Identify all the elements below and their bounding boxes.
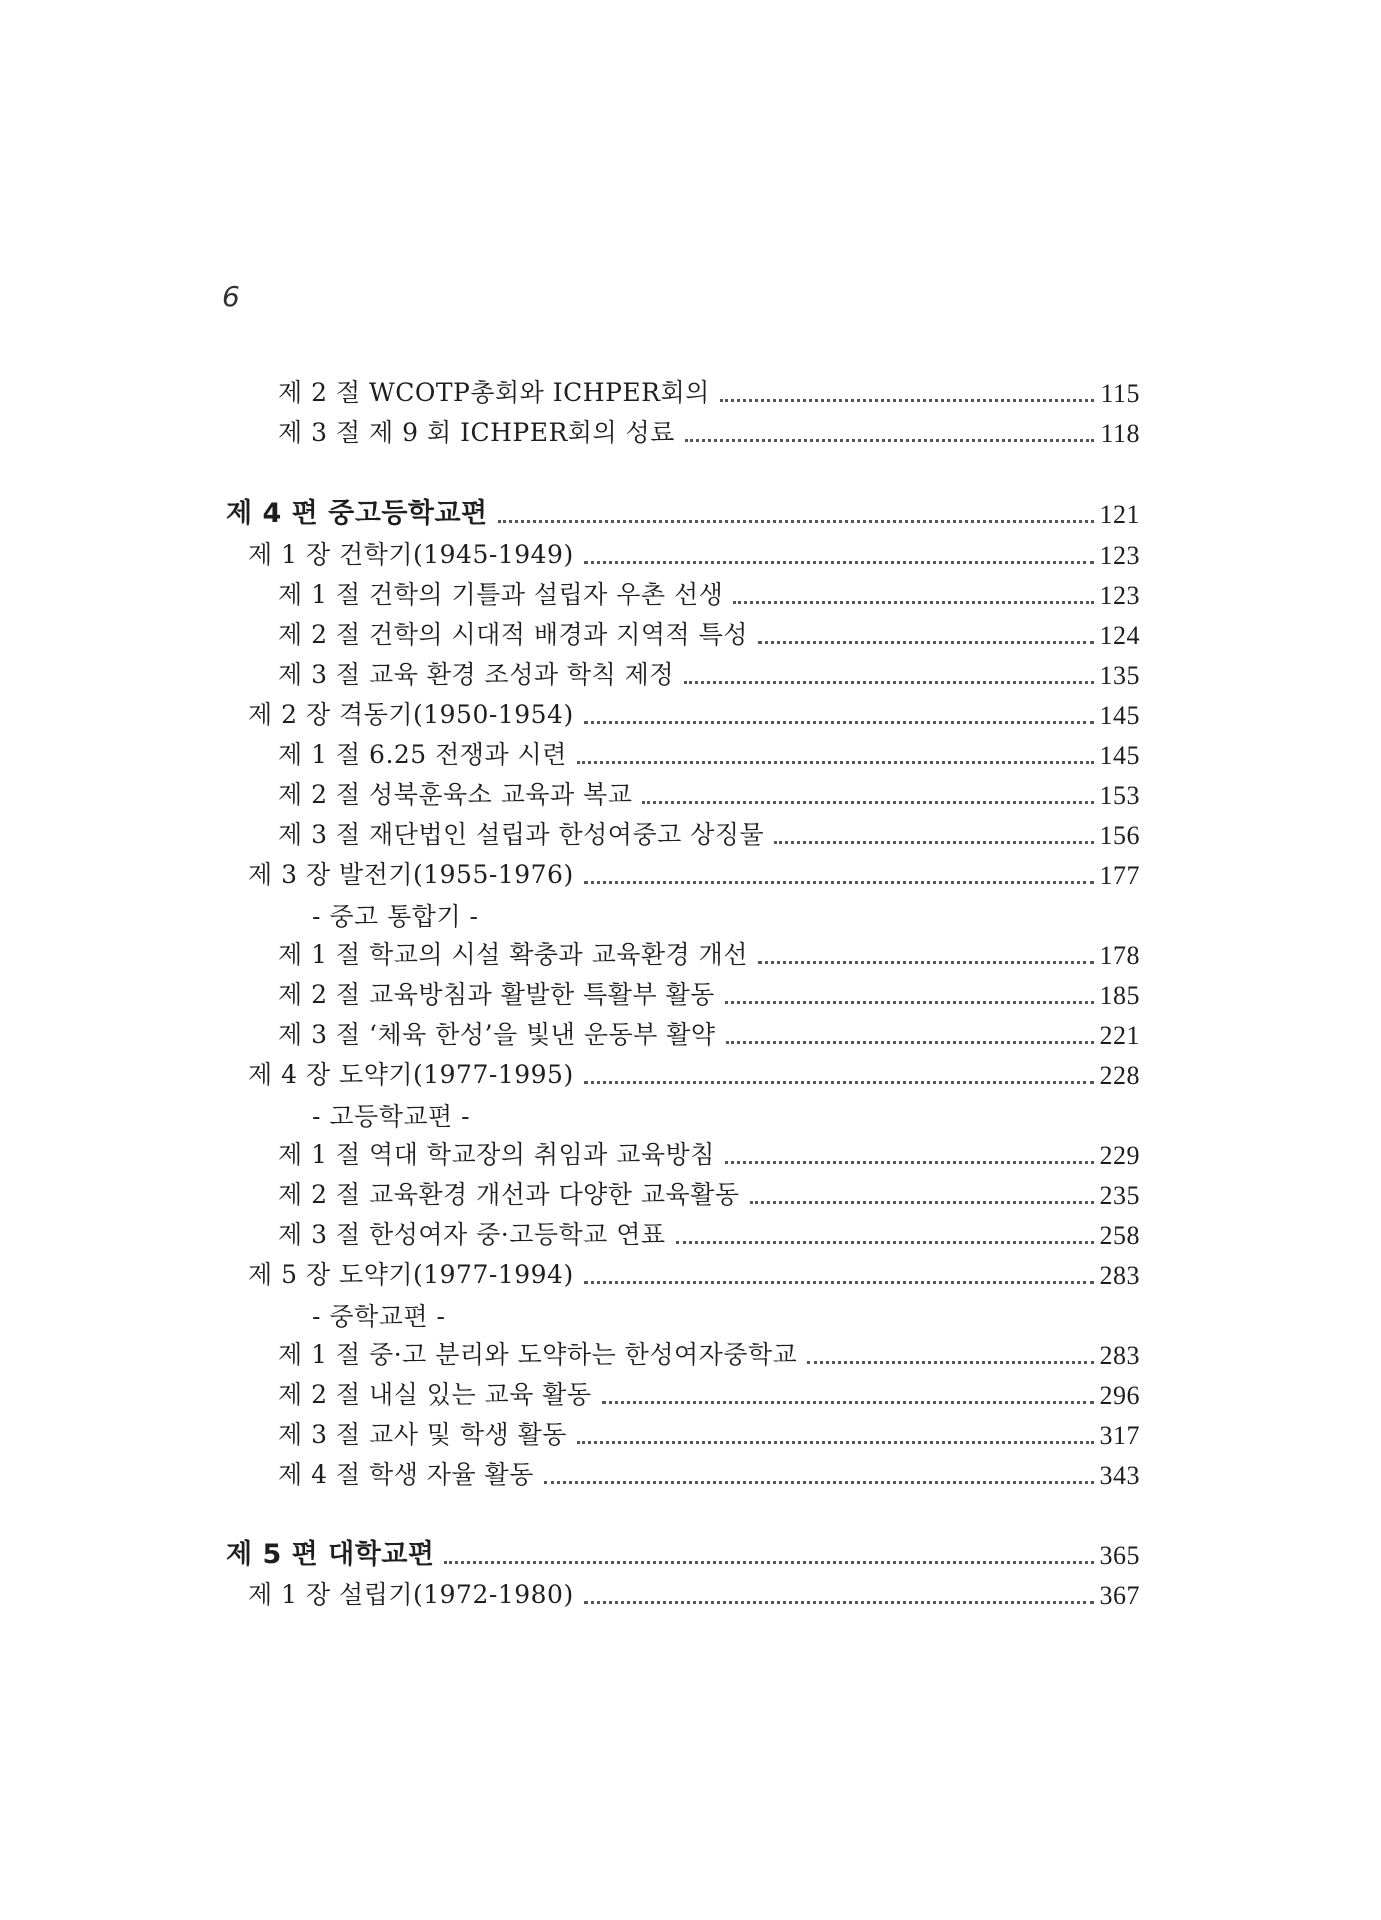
dot-leader: [577, 1441, 1094, 1444]
dot-leader: [725, 1161, 1094, 1164]
toc-entry-chapter[interactable]: [248, 695, 1140, 731]
toc-entry-section[interactable]: [278, 815, 1140, 851]
dot-leader: [584, 1601, 1094, 1604]
toc-entry-label: 제 4 장 도약기(1977-1995): [248, 1060, 574, 1089]
toc-entry-label: 제 3 절 한성여자 중·고등학교 연표: [278, 1220, 666, 1249]
dot-leader: [758, 961, 1094, 964]
dot-leader: [684, 681, 1094, 684]
toc-entry-page: 177: [1099, 861, 1140, 890]
toc-entry-part[interactable]: [226, 1535, 1140, 1571]
toc-entry-label: 제 1 장 건학기(1945-1949): [248, 540, 574, 569]
toc-entry-part[interactable]: [226, 494, 1140, 530]
dot-leader: [642, 801, 1093, 804]
dot-leader: [676, 1241, 1094, 1244]
toc-entry-page: 365: [1099, 1541, 1140, 1570]
toc-entry-page: 185: [1099, 981, 1140, 1010]
toc-entry-page: 145: [1099, 701, 1140, 730]
toc-entry-chapter[interactable]: [248, 1575, 1140, 1611]
toc-entry-page: 343: [1099, 1461, 1140, 1490]
toc-entry-section[interactable]: [278, 373, 1140, 409]
toc-entry-section[interactable]: [278, 1175, 1140, 1211]
toc-entry-page: 123: [1099, 581, 1140, 610]
toc-subtitle: - 고등학교편 -: [312, 1102, 471, 1131]
toc-entry-page: 221: [1099, 1021, 1140, 1050]
dot-leader: [725, 1001, 1094, 1004]
toc-entry-label: 제 2 절 내실 있는 교육 활동: [278, 1380, 592, 1409]
toc-entry-chapter[interactable]: [248, 1055, 1140, 1091]
toc-entry-label: 제 1 장 설립기(1972-1980): [248, 1580, 574, 1609]
toc-entry-label: 제 2 절 건학의 시대적 배경과 지역적 특성: [278, 620, 748, 649]
toc-entry-label: 제 2 절 WCOTP총회와 ICHPER회의: [278, 378, 710, 407]
toc-entry-page: 145: [1099, 741, 1140, 770]
dot-leader: [498, 520, 1094, 523]
toc-entry-label: 제 3 절 제 9 회 ICHPER회의 성료: [278, 418, 675, 447]
toc-subtitle: - 중학교편 -: [312, 1302, 446, 1331]
dot-leader: [774, 841, 1093, 844]
toc-entry-label: 제 4 편 중고등학교편: [226, 498, 488, 529]
dot-leader: [602, 1401, 1094, 1404]
toc-entry-page: 156: [1099, 821, 1140, 850]
toc-entry-section[interactable]: [278, 575, 1140, 611]
dot-leader: [726, 1041, 1094, 1044]
toc-entry-label: 제 5 장 도약기(1977-1994): [248, 1260, 574, 1289]
toc-entry-chapter[interactable]: [248, 1255, 1140, 1291]
dot-leader: [758, 641, 1094, 644]
toc-entry-page: 258: [1099, 1221, 1140, 1250]
dot-leader: [584, 1281, 1094, 1284]
toc-entry-page: 178: [1099, 941, 1140, 970]
dot-leader: [544, 1481, 1094, 1484]
dot-leader: [720, 399, 1095, 402]
dot-leader: [685, 439, 1095, 442]
toc-entry-label: 제 3 절 ‘체육 한성’을 빛낸 운동부 활약: [278, 1020, 716, 1049]
dot-leader: [444, 1561, 1093, 1564]
toc-entry-page: 153: [1099, 781, 1140, 810]
toc-subtitle: - 중고 통합기 -: [312, 902, 479, 931]
toc-entry-label: 제 3 절 교사 및 학생 활동: [278, 1420, 567, 1449]
toc-entry-label: 제 2 절 교육환경 개선과 다양한 교육활동: [278, 1180, 740, 1209]
toc-entry-section[interactable]: [278, 735, 1140, 771]
dot-leader: [807, 1361, 1093, 1364]
toc-entry-section[interactable]: [278, 413, 1140, 449]
dot-leader: [750, 1201, 1094, 1204]
toc-entry-page: 283: [1099, 1261, 1140, 1290]
toc-entry-section[interactable]: [278, 1015, 1140, 1051]
toc-entry-label: 제 3 절 재단법인 설립과 한성여중고 상징물: [278, 820, 765, 849]
toc-entry-page: 135: [1099, 661, 1140, 690]
toc-entry-section[interactable]: [278, 1455, 1140, 1491]
toc-entry-page: 235: [1099, 1181, 1140, 1210]
toc-entry-page: 123: [1099, 541, 1140, 570]
toc-entry-chapter[interactable]: [248, 535, 1140, 571]
toc-entry-section[interactable]: [278, 1215, 1140, 1251]
toc-entry-label: 제 1 절 건학의 기틀과 설립자 우촌 선생: [278, 580, 724, 609]
toc-entry-label: 제 1 절 6.25 전쟁과 시련: [278, 740, 567, 769]
toc-entry-section[interactable]: [278, 935, 1140, 971]
toc-entry-label: 제 3 장 발전기(1955-1976): [248, 860, 574, 889]
toc-entry-label: 제 1 절 중·고 분리와 도약하는 한성여자중학교: [278, 1340, 798, 1369]
toc-entry-page: 124: [1099, 621, 1140, 650]
dot-leader: [584, 1081, 1094, 1084]
dot-leader: [584, 881, 1094, 884]
page-number: 6: [222, 280, 240, 313]
toc-entry-section[interactable]: [278, 975, 1140, 1011]
toc-entry-label: 제 1 절 학교의 시설 확충과 교육환경 개선: [278, 940, 748, 969]
toc-entry-label: 제 1 절 역대 학교장의 취임과 교육방침: [278, 1140, 715, 1169]
toc-entry-label: 제 3 절 교육 환경 조성과 학칙 제정: [278, 660, 674, 689]
toc-entry-page: 283: [1099, 1341, 1140, 1370]
dot-leader: [733, 601, 1093, 604]
toc-entry-page: 228: [1099, 1061, 1140, 1090]
toc-entry-section[interactable]: [278, 615, 1140, 651]
toc-entry-section[interactable]: [278, 1135, 1140, 1171]
toc-entry-page: 317: [1099, 1421, 1140, 1450]
toc-entry-label: 제 4 절 학생 자율 활동: [278, 1460, 534, 1489]
toc-entry-page: 296: [1099, 1381, 1140, 1410]
toc-entry-page: 118: [1100, 419, 1140, 448]
dot-leader: [584, 561, 1094, 564]
toc-entry-label: 제 2 절 교육방침과 활발한 특활부 활동: [278, 980, 715, 1009]
dot-leader: [577, 761, 1094, 764]
toc-entry-section[interactable]: [278, 1375, 1140, 1411]
toc-entry-chapter[interactable]: [248, 855, 1140, 891]
toc-entry-section[interactable]: [278, 1335, 1140, 1371]
toc-entry-page: 229: [1099, 1141, 1140, 1170]
toc-entry-label: 제 2 절 성북훈육소 교육과 복교: [278, 780, 633, 809]
toc-entry-section[interactable]: [278, 1415, 1140, 1451]
toc-entry-label: 제 5 편 대학교편: [226, 1539, 435, 1570]
toc-entry-page: 121: [1099, 500, 1140, 529]
toc-entry-section[interactable]: [278, 655, 1140, 691]
toc-entry-label: 제 2 장 격동기(1950-1954): [248, 700, 574, 729]
dot-leader: [584, 721, 1094, 724]
toc-entry-page: 115: [1100, 379, 1140, 408]
toc-entry-page: 367: [1099, 1581, 1140, 1610]
toc-entry-section[interactable]: [278, 775, 1140, 811]
